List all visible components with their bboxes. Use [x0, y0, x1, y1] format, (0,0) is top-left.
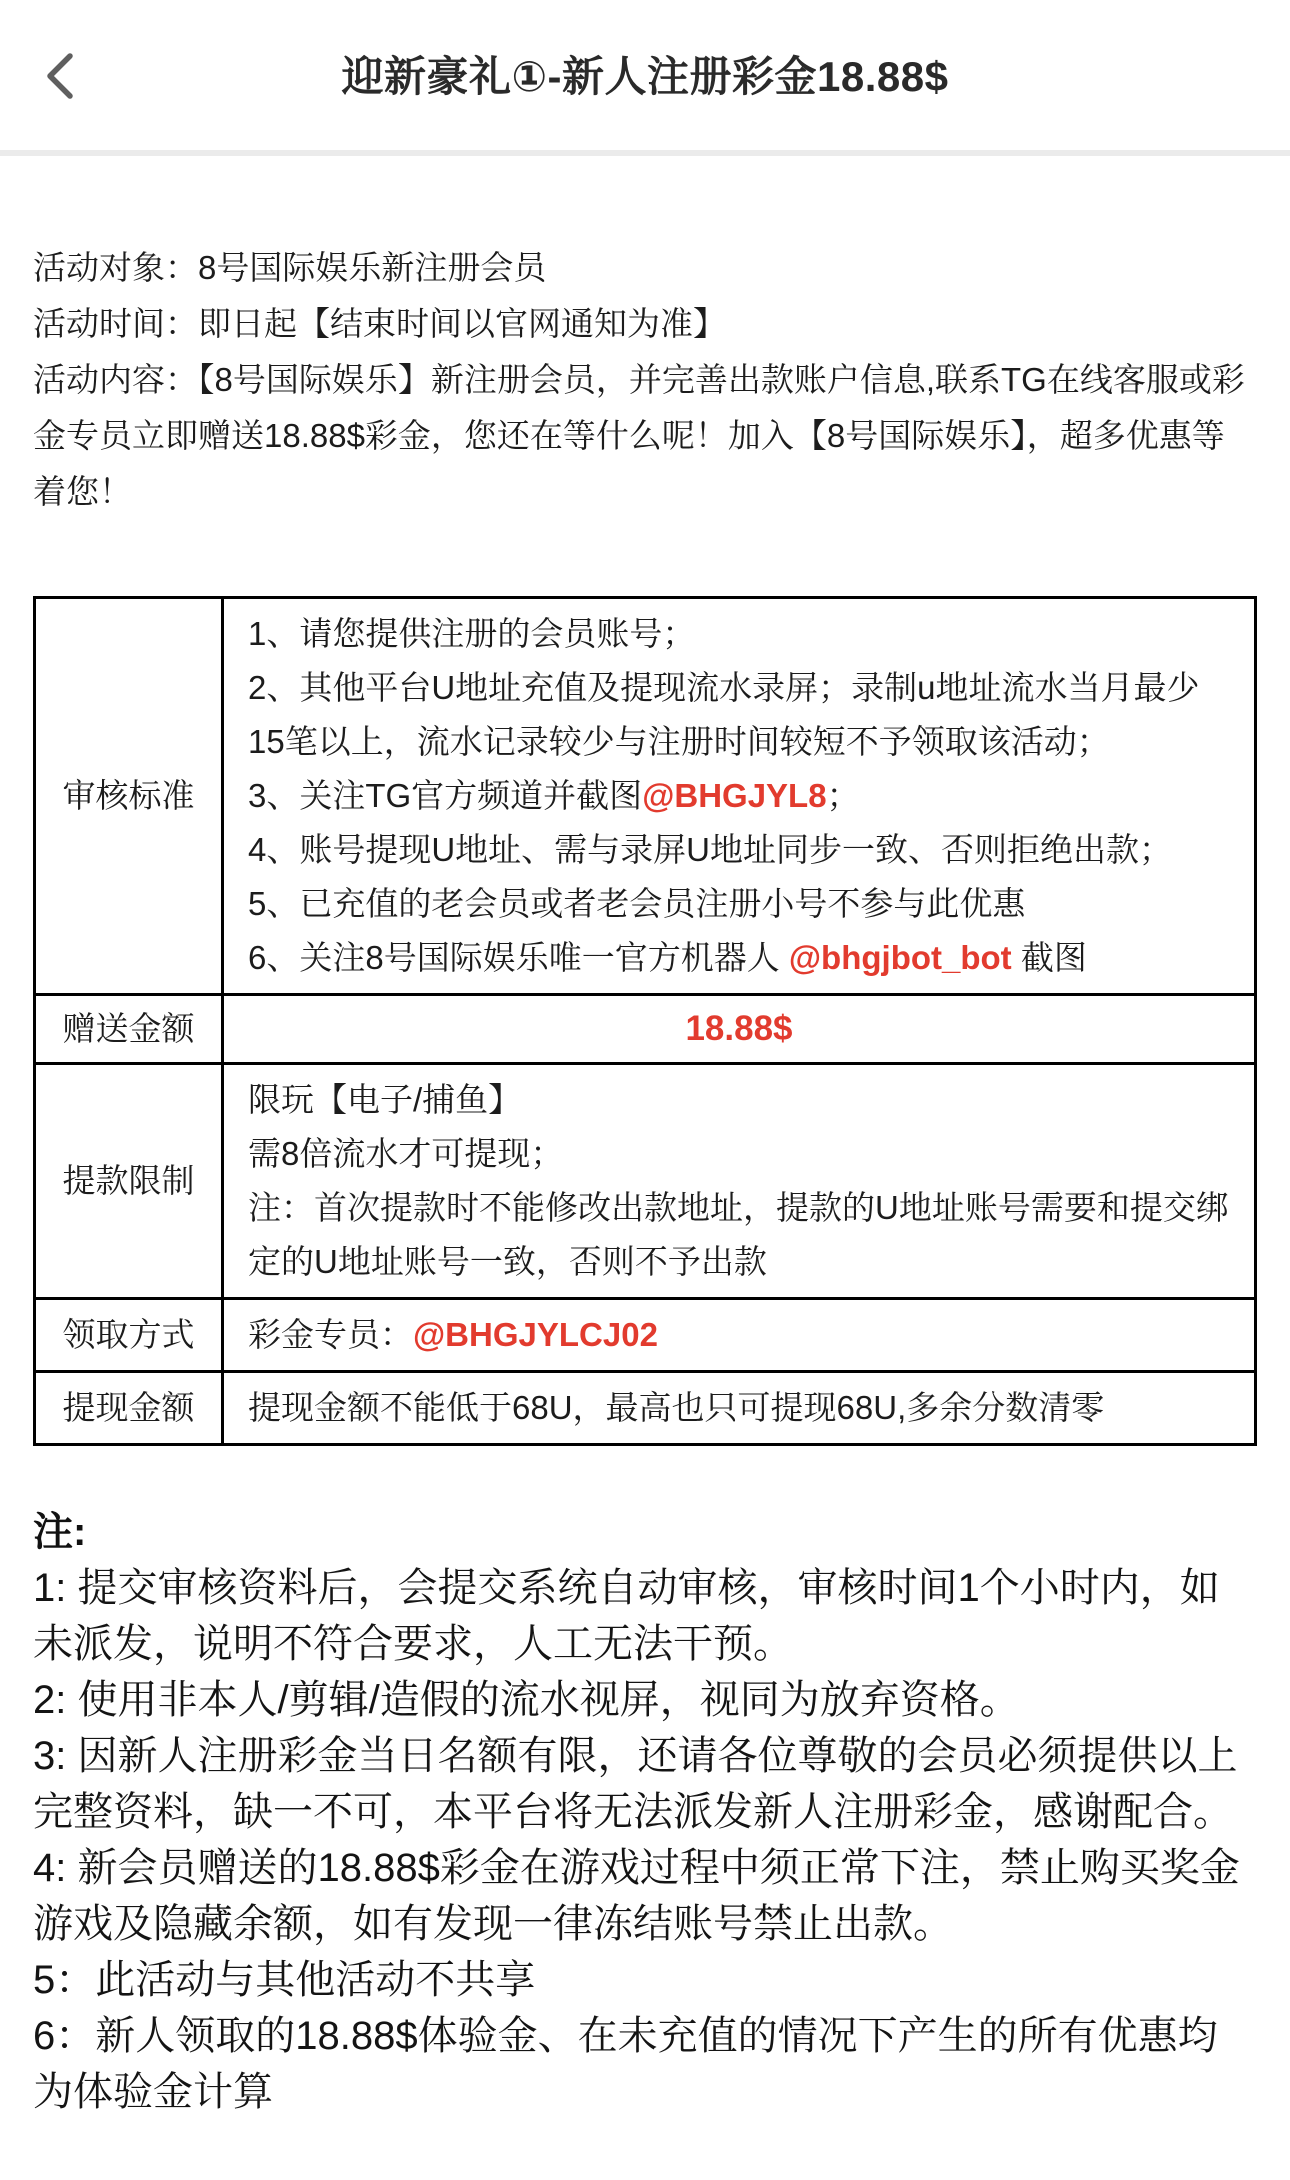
table-row	[35, 1299, 1256, 1372]
cell-text: 4、账号提现U地址、需与录屏U地址同步一致、否则拒绝出款；	[248, 831, 1173, 868]
note-item: 1: 提交审核资料后，会提交系统自动审核，审核时间1个小时内，如未派发，说明不符合要求，人工无法干预。	[33, 1566, 1220, 1666]
row-label: 提现金额	[35, 1372, 223, 1445]
notes-heading: 注:	[33, 1510, 87, 1554]
cell-text: 2、其他平台U地址充值及提现流水录屏；录制u地址流水当月最少15笔以上，流水记录较少与注册时间较短不予领取该活动；	[248, 669, 1200, 760]
cell-text: 1、请您提供注册的会员账号；	[248, 615, 696, 652]
table-row	[35, 1372, 1256, 1445]
row-value	[223, 598, 1256, 995]
row-value-line	[248, 877, 1234, 931]
app-header	[0, 0, 1290, 150]
highlight-text: @bhgjbot_bot	[788, 939, 1012, 976]
chevron-left-icon	[47, 53, 73, 99]
row-value-line	[248, 661, 1234, 769]
table-row	[35, 598, 1256, 995]
cell-text: 截图	[1011, 939, 1087, 976]
cell-text: 限玩【电子/捕鱼】	[248, 1081, 522, 1118]
intro	[33, 240, 1257, 520]
row-label: 提款限制	[35, 1064, 223, 1299]
note-item: 4: 新会员赠送的18.88$彩金在游戏过程中须正常下注，禁止购买奖金游戏及隐藏余额，如有发现一律冻结账号禁止出款。	[33, 1846, 1240, 1946]
cell-text: 6、关注8号国际娱乐唯一官方机器人	[248, 939, 789, 976]
row-value-line	[248, 1127, 1234, 1181]
row-value-line	[248, 1073, 1234, 1127]
promo-table	[33, 596, 1257, 1446]
note-item: 2: 使用非本人/剪辑/造假的流水视屏，视同为放弃资格。	[33, 1678, 1020, 1722]
back-button[interactable]	[30, 44, 90, 108]
row-value-line	[248, 1181, 1234, 1289]
row-value-line	[248, 769, 1234, 823]
row-value-line	[244, 1002, 1234, 1056]
note-item: 6：新人领取的18.88$体验金、在未充值的情况下产生的所有优惠均为体验金计算	[33, 2014, 1218, 2114]
highlight-text: @BHGJYLCJ02	[413, 1316, 658, 1353]
cell-text: ；	[826, 777, 860, 814]
page-title: 迎新豪礼①-新人注册彩金18.88$	[341, 53, 949, 100]
notes-list	[33, 1560, 1257, 2120]
promo-content	[0, 240, 1290, 2180]
row-value-line	[248, 1308, 1234, 1362]
cell-text: 注：首次提款时不能修改出款地址，提款的U地址账号需要和提交绑定的U地址账号一致，否则不予出款	[248, 1189, 1229, 1280]
row-value-line	[248, 1381, 1234, 1435]
row-value-line	[248, 607, 1234, 661]
table-row	[35, 995, 1256, 1064]
row-label: 赠送金额	[35, 995, 223, 1064]
header-divider	[0, 150, 1290, 156]
cell-text: 提现金额不能低于68U，最高也只可提现68U,多余分数清零	[248, 1389, 1105, 1426]
notes	[33, 1504, 1257, 2180]
cell-text: 彩金专员：	[248, 1316, 413, 1353]
table-row	[35, 1064, 1256, 1299]
highlight-text: @BHGJYL8	[642, 777, 827, 814]
cell-text: 3、关注TG官方频道并截图	[248, 777, 643, 814]
highlight-text: 18.88$	[685, 1009, 793, 1048]
intro-paragraph: 活动内容：【8号国际娱乐】新注册会员，并完善出款账户信息,联系TG在线客服或彩金专员立即赠送18.88$彩金，您还在等什么呢！加入【8号国际娱乐】，超多优惠等着您！	[33, 361, 1245, 510]
row-value-line	[248, 823, 1234, 877]
cell-text: 5、已充值的老会员或者老会员注册小号不参与此优惠	[248, 885, 1026, 922]
row-label: 审核标准	[35, 598, 223, 995]
note-item: 5：此活动与其他活动不共享	[33, 1958, 536, 2002]
row-value	[223, 1372, 1256, 1445]
row-value	[223, 995, 1256, 1064]
intro-paragraph: 活动对象：8号国际娱乐新注册会员	[33, 249, 547, 286]
intro-paragraph: 活动时间：即日起【结束时间以官网通知为准】	[33, 305, 726, 342]
row-label: 领取方式	[35, 1299, 223, 1372]
cell-text: 需8倍流水才可提现；	[248, 1135, 564, 1172]
row-value	[223, 1064, 1256, 1299]
row-value-line	[248, 931, 1234, 985]
note-item: 3: 因新人注册彩金当日名额有限，还请各位尊敬的会员必须提供以上完整资料，缺一不可，本平台将无法派发新人注册彩金，感谢配合。	[33, 1734, 1238, 1834]
row-value	[223, 1299, 1256, 1372]
promo-table-body	[35, 598, 1256, 1445]
